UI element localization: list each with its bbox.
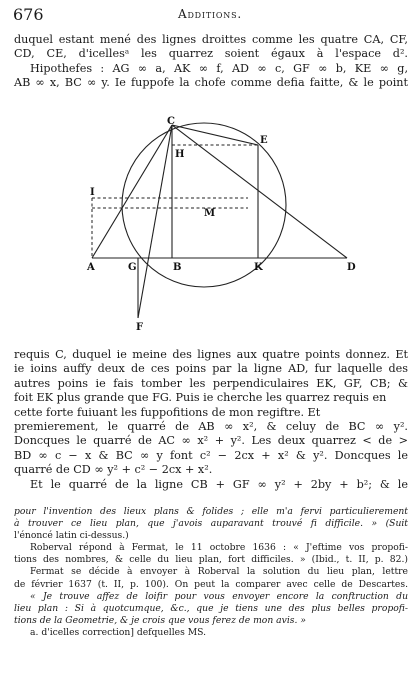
label-M: M [204, 208, 216, 219]
label-B: B [173, 262, 182, 273]
text-line: Et le quarré de la ligne CB + GF ∞ y² + 2by + b²; & le [30, 477, 408, 491]
note-line: pour l'invention des lieux plans & folides ; elle m'a fervi particulierement [14, 506, 408, 517]
label-G: G [128, 262, 137, 273]
label-H: H [175, 149, 185, 160]
text-line: duquel estant mené des lignes droittes comme les quatre CA, CF, [14, 33, 408, 46]
text-line: quarré de CD ∞ y² + c² − 2cx + x². [14, 463, 213, 477]
text-line: ie ioins auffy deux de ces poins par la ligne AD, fur laquelle des [14, 362, 408, 376]
label-K: K [254, 262, 263, 273]
text-line: CD, CE, d'icellesᵃ les quarrez soient égaux à l'espace d². [14, 47, 408, 61]
note-line: l'énoncé latin ci-dessus.) [14, 530, 129, 542]
note-line: Fermat se décide à envoyer à Roberval la solution du lieu plan, lettre [30, 566, 408, 578]
note-line: « Je trouve affez de loifir pour vous envoyer encore la conftruction du [30, 590, 408, 602]
text-line: requis C, duquel ie meine des lignes aux quatre points donnez. Et [14, 348, 408, 361]
text-line: autres poins ie fais tomber les perpendiculaires EK, GF, CB; & [14, 376, 408, 390]
text-line: foit EK plus grande que FG. Puis ie cherche les quarrez requis en cette forte fuiuant les fuppofitions de mon regiftre. Et [14, 391, 387, 419]
note-line: tions des nombres, & celle du lieu plan, fort difficiles. » (Ibid., t. II, p. 82.) [14, 554, 408, 566]
top-paragraph [14, 33, 408, 91]
note-line: de février 1637 (t. II, p. 100). On peut la comparer avec celle de Descartes. [14, 578, 408, 590]
notes-section [14, 506, 408, 639]
label-A: A [87, 262, 95, 273]
text-line: AB ∞ x, BC ∞ y. Ie fuppofe la chofe comme defia faitte, & le point [14, 76, 408, 90]
text-line: Doncques le quarré de AC ∞ x² + y². Les deux quarrez < de > [14, 434, 408, 448]
note-line: à trouver ce lieu plan, que j'avois auparavant trouvé fi difficile. » (Suit [14, 518, 408, 530]
geometric-figure [0, 95, 420, 345]
text-line: BD ∞ c − x & BC ∞ y font c² − 2cx + x² & y². Doncques le [14, 448, 408, 462]
note-line: lieu plan : Si à quotcumque, &c., que je tiens une des plus belles propofi- [14, 602, 408, 614]
running-head: Additions. [177, 7, 242, 21]
label-C: C [167, 116, 175, 127]
middle-paragraph [14, 348, 408, 492]
text-line: premierement, le quarré de AB ∞ x², & celuy de BC ∞ y². [14, 420, 408, 434]
page-number: 676 [13, 5, 44, 24]
note-line: a. d'icelles correction] defquelles MS. [30, 626, 207, 638]
label-I: I [90, 187, 95, 198]
label-E: E [260, 135, 268, 146]
label-D: D [347, 262, 356, 273]
note-line: Roberval répond à Fermat, le 11 octobre 1636 : « J'eftime vos propofi- [30, 542, 408, 554]
note-line: tions de la Geometrie, & je crois que vous ferez de mon avis. » [14, 614, 306, 626]
text-line: Hipothefes : AG ∞ a, AK ∞ f, AD ∞ c, GF ∞ b, KE ∞ g, [30, 61, 408, 75]
label-F: F [136, 322, 144, 333]
